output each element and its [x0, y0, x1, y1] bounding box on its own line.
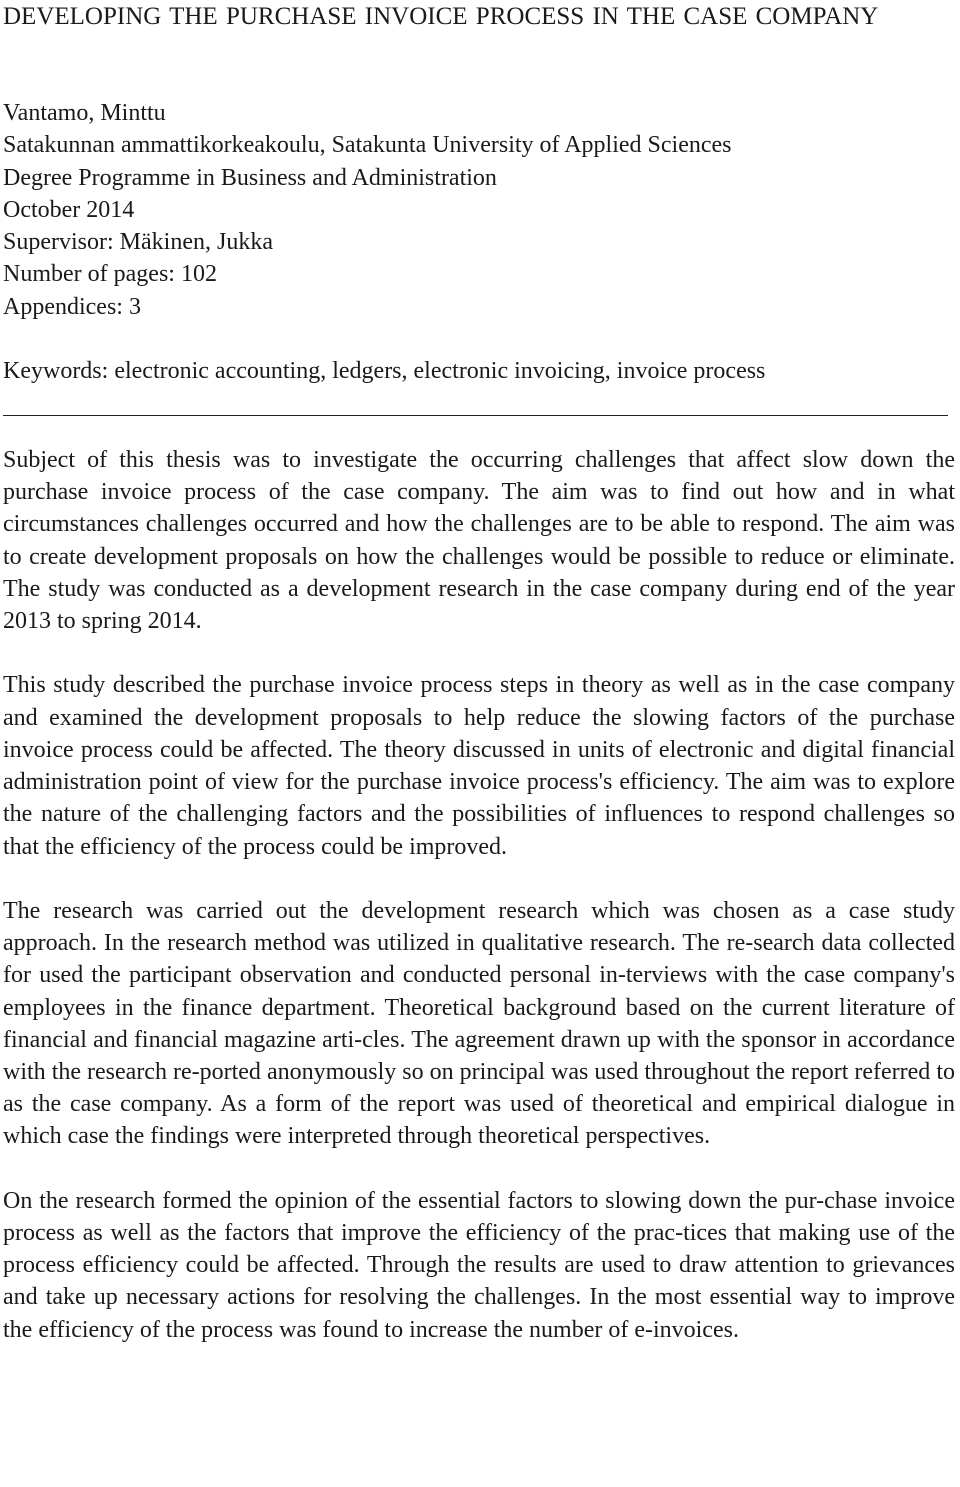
document-title: DEVELOPING THE PURCHASE INVOICE PROCESS IN THE CASE COMPANY [3, 3, 879, 30]
appendices-line: Appendices: 3 [3, 293, 141, 320]
institution-line: Satakunnan ammattikorkeakoulu, Satakunta University of Applied Sciences [3, 132, 732, 159]
author-line: Vantamo, Minttu [3, 100, 166, 126]
abstract-paragraph-1: Subject of this thesis was to investigate the occurring challenges that affect slow down the purchase invoice process of the case company. The aim was to find out how and in what circumstances challenges occurred and how the challenges are to be able to respond. The aim was to create development proposals on how the challenges would be possible to reduce or eliminate. The study was conducted as a development research in the case company during end of the year 2013 to spring 2014. [3, 447, 955, 635]
abstract-paragraph-3: The research was carried out the development research which was chosen as a case study approach. In the research method was utilized in qualitative research. The re-search data collected for used the participant observation and conducted personal in-terviews with the case company's employees in the finance department. Theoretical background based on the current literature of financial and financial magazine arti-cles. The agreement drawn up with the sponsor in accordance with the research re-ported anonymously so on principal was used throughout the report referred to as the case company. As a form of the report was used of theoretical and empirical dialogue in which case the findings were interpreted through theoretical perspectives. [3, 897, 955, 1150]
date-line: October 2014 [3, 196, 135, 223]
horizontal-rule [3, 415, 948, 416]
abstract-paragraph-4: On the research formed the opinion of the essential factors to slowing down the pur-chase invoice process as well as the factors that improve the efficiency of the prac-tices that making use of the process efficiency could be affected. Through the results are used to draw attention to grievances and take up necessary actions for resolving the challenges. In the most essential way to improve the efficiency of the process was found to increase the number of e-invoices. [3, 1187, 955, 1343]
thesis-metadata [3, 97, 955, 323]
abstract-body [3, 444, 955, 1346]
supervisor-line: Supervisor: Mäkinen, Jukka [3, 229, 273, 256]
programme-line: Degree Programme in Business and Administration [3, 164, 497, 191]
page-count-line: Number of pages: 102 [3, 261, 217, 288]
abstract-paragraph-2: This study described the purchase invoice process steps in theory as well as in the case company and examined the development proposals to help reduce the slowing factors of the purchase invoice process could be affected. The theory discussed in units of electronic and digital financial administration point of view for the purchase invoice process's efficiency. The aim was to explore the nature of the challenging factors and the possibilities of influences to respond challenges so that the efficiency of the process could be improved. [3, 672, 955, 860]
document-page [3, 0, 955, 1378]
keywords-line: Keywords: electronic accounting, ledgers, electronic invoicing, invoice process [3, 358, 766, 385]
